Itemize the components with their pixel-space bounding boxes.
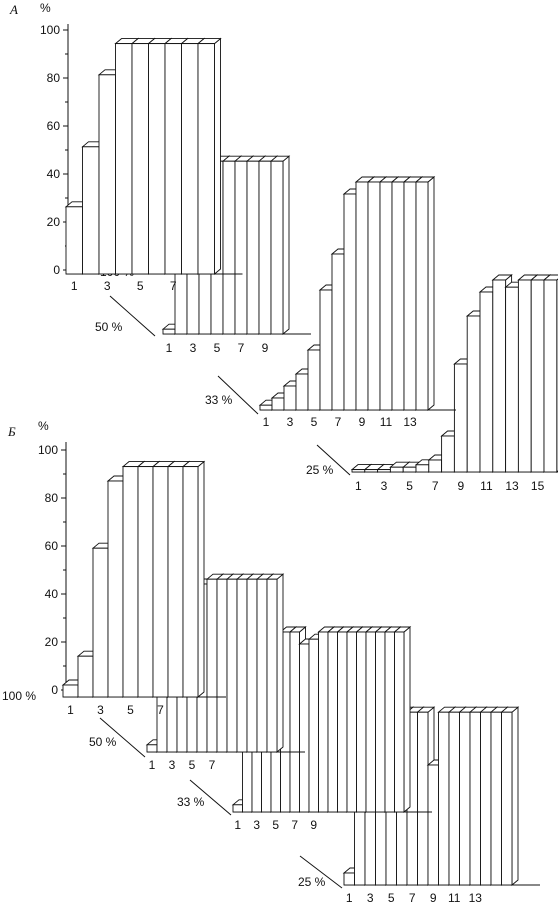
bar [429, 460, 442, 472]
bar [147, 745, 157, 752]
bar [404, 182, 416, 410]
bar [470, 712, 481, 885]
x-tick-label: 5 [213, 341, 221, 355]
x-tick-label: 1 [165, 341, 173, 355]
x-tick-label: 1 [345, 891, 353, 905]
y-tick-label: 80 [44, 491, 58, 505]
bar [347, 632, 357, 812]
x-tick-label: 11 [480, 479, 493, 493]
bar [481, 712, 492, 885]
bar [309, 639, 319, 812]
x-tick-label: 15 [530, 479, 545, 493]
bar [491, 712, 502, 885]
bar [227, 579, 237, 752]
x-tick-label: 1 [70, 279, 78, 293]
bar [544, 280, 557, 472]
bar [207, 579, 217, 752]
x-tick-label: 5 [136, 279, 144, 293]
bar [338, 632, 348, 812]
bar [168, 467, 183, 697]
x-tick-label: 3 [253, 818, 261, 832]
x-tick-label: 1 [148, 758, 156, 772]
bar [93, 548, 108, 697]
bar [182, 44, 199, 274]
bar [319, 632, 329, 812]
bar-side-face [512, 707, 518, 885]
bar [344, 194, 356, 410]
bar [416, 465, 429, 472]
bar [163, 329, 175, 334]
bar [78, 656, 93, 697]
series-0 [2, 462, 226, 717]
bar [235, 161, 247, 334]
bar [454, 364, 467, 472]
bar [247, 579, 257, 752]
y-tick-label: 100 [39, 23, 60, 37]
bar [449, 712, 460, 885]
bar [378, 470, 391, 472]
bar [237, 579, 247, 752]
x-tick-label: 3 [168, 758, 176, 772]
y-axis-label: % [40, 1, 51, 15]
bar [259, 161, 271, 334]
bar [271, 161, 283, 334]
bar [149, 44, 166, 274]
bar [116, 44, 133, 274]
bar [502, 712, 513, 885]
x-tick-label: 13 [403, 415, 417, 429]
bar [308, 350, 320, 410]
x-tick-label: 9 [429, 891, 437, 905]
x-tick-label: 7 [431, 479, 439, 493]
x-tick-label: 1 [234, 818, 242, 832]
series-label: 25 % [306, 463, 334, 477]
bar [428, 765, 439, 885]
x-tick-label: 5 [272, 818, 280, 832]
bar [416, 182, 428, 410]
y-tick-label: 20 [44, 635, 58, 649]
bar [385, 632, 395, 812]
bar-side-face [215, 39, 221, 274]
bar [153, 467, 168, 697]
x-tick-label: 3 [366, 891, 374, 905]
bar [284, 386, 296, 410]
y-tick-label: 60 [46, 119, 60, 133]
y-tick-label: 40 [44, 587, 58, 601]
bar [165, 44, 182, 274]
bar [531, 280, 544, 472]
series-label: 25 % [298, 875, 326, 889]
series-label: 100 % [2, 689, 37, 703]
series-label: 33 % [177, 795, 205, 809]
bar [518, 280, 531, 472]
x-tick-label: 5 [188, 758, 196, 772]
x-tick-label: 7 [408, 891, 416, 905]
x-tick-label: 11 [379, 415, 393, 429]
x-tick-label: 7 [334, 415, 342, 429]
x-tick-label: 7 [291, 818, 299, 832]
y-tick-label: 20 [46, 215, 60, 229]
bar [418, 712, 429, 885]
y-tick-label: 60 [44, 539, 58, 553]
x-tick-label: 1 [262, 415, 270, 429]
bar [223, 161, 235, 334]
y-tick-label: 0 [51, 683, 58, 697]
bar [357, 632, 367, 812]
bar [247, 161, 259, 334]
panel-label: Б [8, 424, 16, 439]
bar [233, 805, 243, 812]
bar [403, 467, 416, 472]
bar-side-face [198, 462, 204, 697]
x-tick-label: 3 [380, 479, 388, 493]
bar [132, 44, 149, 274]
bar [439, 712, 450, 885]
bar [467, 316, 480, 472]
series-label: 33 % [205, 393, 233, 407]
x-tick-label: 3 [103, 279, 111, 293]
x-tick-label: 9 [261, 341, 269, 355]
bar [290, 632, 300, 812]
bar [395, 632, 405, 812]
x-tick-label: 13 [468, 891, 482, 905]
chart-panel [9, 1, 558, 493]
x-tick-label: 7 [208, 758, 216, 772]
bar [300, 644, 310, 812]
bar [460, 712, 471, 885]
bar [183, 467, 198, 697]
bar [480, 292, 493, 472]
bar [138, 467, 153, 697]
x-tick-label: 13 [505, 479, 519, 493]
bar [332, 254, 344, 410]
bar [108, 481, 123, 697]
x-tick-label: 5 [406, 479, 413, 493]
x-tick-label: 3 [286, 415, 294, 429]
bar [368, 182, 380, 410]
x-tick-label: 7 [157, 703, 164, 717]
x-tick-label: 5 [310, 415, 318, 429]
bar [123, 467, 138, 697]
x-tick-label: 5 [127, 703, 134, 717]
y-tick-label: 80 [46, 71, 60, 85]
bar [376, 632, 386, 812]
bar [506, 287, 519, 472]
bar [380, 182, 392, 410]
bar [392, 182, 404, 410]
bar [344, 873, 355, 885]
bar [352, 470, 365, 472]
bar [260, 405, 272, 410]
panel-label: A [10, 2, 18, 17]
x-tick-label: 9 [310, 818, 318, 832]
bar [66, 207, 83, 274]
bar [267, 579, 277, 752]
x-tick-label: 11 [448, 891, 461, 905]
bar [365, 470, 378, 472]
bar [257, 579, 267, 752]
bar [493, 280, 506, 472]
bar [63, 685, 78, 697]
y-tick-label: 100 [37, 443, 58, 457]
bar [390, 467, 403, 472]
bar [99, 75, 116, 274]
x-tick-label: 5 [387, 891, 395, 905]
bar [328, 632, 338, 812]
bar [83, 147, 100, 274]
series-label: 50 % [89, 735, 117, 749]
bar [366, 632, 376, 812]
x-tick-label: 7 [169, 279, 177, 293]
bar [198, 44, 215, 274]
bar [442, 436, 455, 472]
x-tick-label: 1 [355, 479, 362, 493]
x-tick-label: 7 [237, 341, 245, 355]
bar [217, 579, 227, 752]
bar [296, 374, 308, 410]
y-axis-label: % [38, 419, 49, 433]
bar [356, 182, 368, 410]
series-label: 50 % [95, 320, 123, 334]
series-0 [66, 39, 243, 293]
y-tick-label: 40 [46, 167, 60, 181]
x-tick-label: 3 [189, 341, 197, 355]
bar-side-face [283, 156, 289, 334]
bar-side-face [277, 574, 283, 752]
y-tick-label: 0 [53, 263, 60, 277]
x-tick-label: 1 [67, 703, 74, 717]
x-tick-label: 9 [358, 415, 366, 429]
bar-side-face [428, 177, 434, 410]
x-tick-label: 3 [97, 703, 104, 717]
bar [272, 398, 284, 410]
bar-side-face [404, 627, 410, 812]
bar [320, 290, 332, 410]
x-tick-label: 9 [457, 479, 465, 493]
